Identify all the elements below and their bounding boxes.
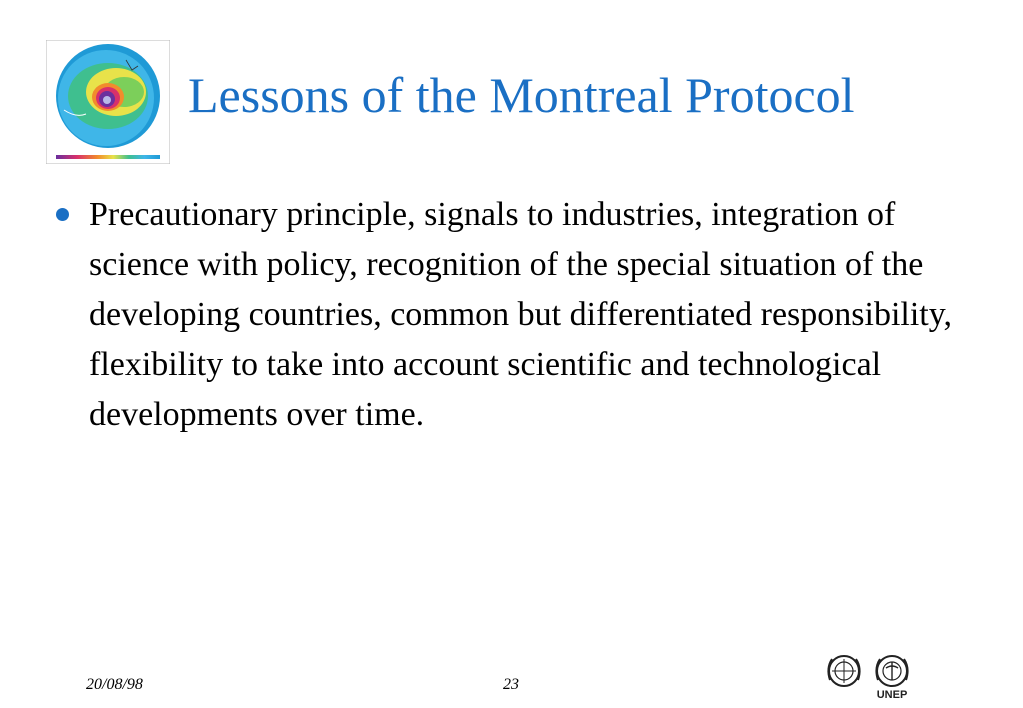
- bullet-text: Precautionary principle, signals to industries, integration of science with policy, recognition of the special situation of the developing countries, common but differentiated responsibility, flexibility to take into account scientific and technological developments over time.: [89, 196, 953, 433]
- unep-label: UNEP: [876, 689, 908, 700]
- bullet-dot-icon: [56, 208, 69, 221]
- un-emblem-icon: [828, 656, 859, 686]
- page-number: 23: [503, 676, 519, 693]
- slide-title: Lessons of the Montreal Protocol: [188, 67, 855, 123]
- list-item: [56, 190, 976, 440]
- unep-emblem-icon: [876, 656, 907, 686]
- footer-logos: [822, 654, 922, 700]
- bullet-list: [56, 190, 976, 440]
- ozone-hole-map-icon: [46, 40, 170, 164]
- footer-date: 20/08/98: [86, 676, 143, 693]
